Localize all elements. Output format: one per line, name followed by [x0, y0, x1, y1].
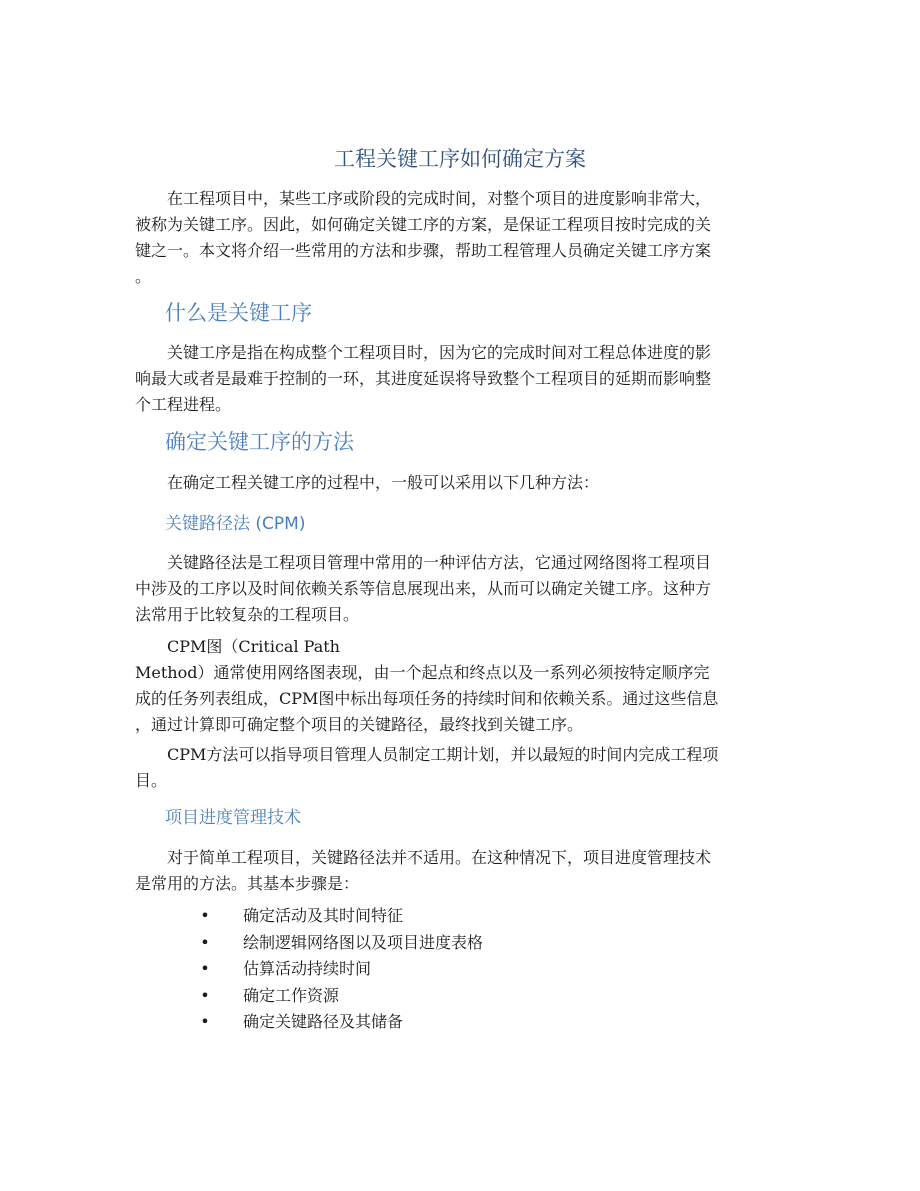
- heading-schedule-management: 项目进度管理技术: [165, 808, 301, 828]
- schedule-line: 是常用的方法。其基本步骤是：: [135, 874, 360, 893]
- cpm-line: 法常用于比较复杂的工程项目。: [135, 605, 360, 624]
- heading-what-is-critical-process: 什么是关键工序: [165, 301, 312, 325]
- list-item: [200, 956, 483, 983]
- intro-line: 被称为关键工序。因此，如何确定关键工序的方案，是保证工程项目按时完成的关: [135, 215, 712, 234]
- intro-line: 。: [135, 267, 152, 286]
- cpm-line: 成的任务列表组成，CPM图中标出每项任务的持续时间和依赖关系。通过这些信息: [135, 689, 719, 708]
- list-item: [200, 930, 483, 957]
- intro-line: 在工程项目中，某些工序或阶段的完成时间，对整个项目的进度影响非常大，: [167, 189, 712, 208]
- definition-paragraph: [135, 340, 785, 418]
- step-text: 确定活动及其时间特征: [243, 906, 404, 925]
- cpm-line: 关键路径法是工程项目管理中常用的一种评估方法，它通过网络图将工程项目: [167, 553, 712, 572]
- definition-line: 响最大或者是最难于控制的一环，其进度延误将导致整个工程项目的延期而影响整: [135, 369, 712, 388]
- bullet-icon: •: [200, 906, 210, 925]
- bullet-icon: •: [200, 985, 210, 1005]
- schedule-paragraph: [135, 845, 785, 897]
- bullet-icon: •: [200, 959, 210, 978]
- heading-cpm: 关键路径法 (CPM): [165, 514, 306, 534]
- schedule-line: 对于简单工程项目，关键路径法并不适用。在这种情况下，项目进度管理技术: [167, 848, 712, 867]
- list-item: [200, 1009, 483, 1036]
- heading-methods: 确定关键工序的方法: [165, 430, 354, 454]
- list-item: [200, 903, 483, 930]
- cpm-paragraph-2: [135, 634, 785, 738]
- intro-line: 键之一。本文将介绍一些常用的方法和步骤，帮助工程管理人员确定关键工序方案: [135, 241, 712, 260]
- definition-line: 关键工序是指在构成整个工程项目时，因为它的完成时间对工程总体进度的影: [167, 343, 712, 362]
- bullet-icon: •: [200, 1012, 210, 1031]
- cpm-line: 中涉及的工序以及时间依赖关系等信息展现出来，从而可以确定关键工序。这种方: [135, 579, 712, 598]
- methods-intro-line: 在确定工程关键工序的过程中，一般可以采用以下几种方法：: [167, 473, 600, 492]
- step-text: 估算活动持续时间: [243, 959, 372, 978]
- cpm-line: CPM方法可以指导项目管理人员制定工期计划，并以最短的时间内完成工程项: [167, 745, 719, 764]
- methods-intro-paragraph: [135, 470, 785, 496]
- step-text: 绘制逻辑网络图以及项目进度表格: [243, 932, 484, 952]
- step-text: 确定关键路径及其储备: [243, 1012, 404, 1031]
- list-item: [200, 983, 483, 1010]
- cpm-line: Method）通常使用网络图表现，由一个起点和终点以及一系列必须按特定顺序完: [135, 663, 710, 682]
- definition-line: 个工程进程。: [135, 395, 232, 414]
- cpm-line: CPM图（Critical Path: [167, 637, 340, 656]
- cpm-line: 目。: [135, 771, 168, 790]
- cpm-line: ，通过计算即可确定整个项目的关键路径，最终找到关键工序。: [135, 715, 584, 734]
- document-title: 工程关键工序如何确定方案: [334, 147, 586, 171]
- cpm-paragraph-1: [135, 550, 785, 628]
- intro-paragraph: [135, 186, 785, 290]
- cpm-paragraph-3: [135, 742, 785, 794]
- step-text: 确定工作资源: [243, 985, 340, 1005]
- bullet-icon: •: [200, 932, 210, 952]
- steps-list: [200, 903, 483, 1036]
